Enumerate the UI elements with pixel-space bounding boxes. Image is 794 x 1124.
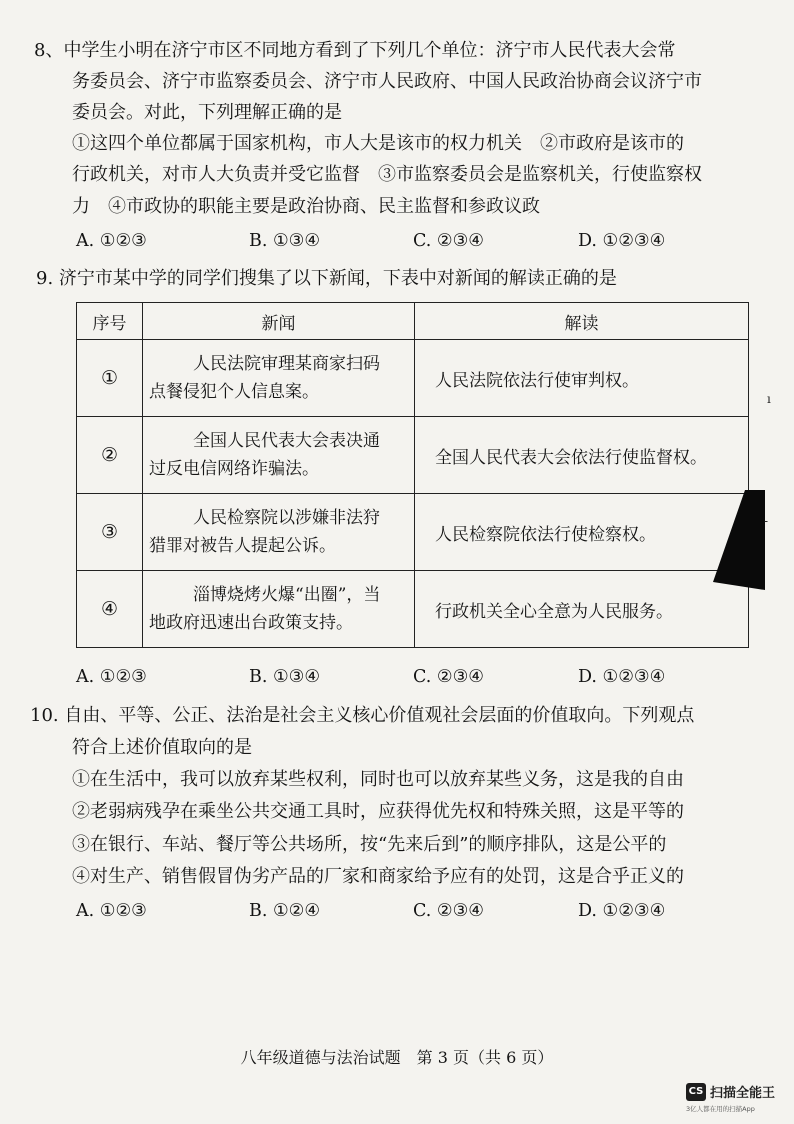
table-row bbox=[77, 340, 749, 417]
row-news bbox=[143, 571, 415, 648]
row-number: ② bbox=[77, 417, 143, 494]
q8-line-4: ①这四个单位都属于国家机构，市人大是该市的权力机关 ②市政府是该市的 bbox=[72, 133, 684, 154]
q8-option-c[interactable]: C. ②③④ bbox=[413, 231, 484, 251]
table-row bbox=[77, 494, 749, 571]
margin-mark: ı bbox=[767, 392, 771, 406]
q10-line-5: ③在银行、车站、餐厅等公共场所，按“先来后到”的顺序排队，这是公平的 bbox=[72, 834, 667, 855]
q10-line-3: ①在生活中，我可以放弃某些权利，同时也可以放弃某些义务，这是我的自由 bbox=[72, 769, 684, 790]
scan-shadow bbox=[705, 490, 765, 590]
table-row bbox=[77, 571, 749, 648]
news-text-1: 人民检察院以涉嫌非法狩 bbox=[193, 508, 380, 528]
q9-stem: 9. 济宁市某中学的同学们搜集了以下新闻，下表中对新闻的解读正确的是 bbox=[36, 268, 617, 289]
q8-line-3: 委员会。对此，下列理解正确的是 bbox=[72, 102, 342, 123]
q10-option-b[interactable]: B. ①②④ bbox=[249, 901, 321, 921]
margin-mark: - bbox=[764, 514, 769, 528]
news-text-1: 人民法院审理某商家扫码 bbox=[193, 354, 380, 374]
q8-option-b[interactable]: B. ①③④ bbox=[249, 231, 321, 251]
row-news bbox=[143, 494, 415, 571]
q10-line-2: 符合上述价值取向的是 bbox=[72, 737, 252, 758]
q10-line-1: 10. 自由、平等、公正、法治是社会主义核心价值观社会层面的价值取向。下列观点 bbox=[30, 705, 695, 726]
row-number: ③ bbox=[77, 494, 143, 571]
q8-line-6: 力 ④市政协的职能主要是政治协商、民主监督和参政议政 bbox=[72, 196, 540, 217]
row-interpretation: 全国人民代表大会依法行使监督权。 bbox=[415, 417, 749, 494]
q8-option-a[interactable]: A. ①②③ bbox=[76, 231, 147, 251]
row-number: ④ bbox=[77, 571, 143, 648]
table-row bbox=[77, 417, 749, 494]
q10-line-4: ②老弱病残孕在乘坐公共交通工具时，应获得优先权和特殊关照，这是平等的 bbox=[72, 801, 684, 822]
q10-line-6: ④对生产、销售假冒伪劣产品的厂家和商家给予应有的处罚，这是合乎正义的 bbox=[72, 866, 684, 887]
header-news: 新闻 bbox=[143, 303, 415, 340]
q8-line-5: 行政机关，对市人大负责并受它监督 ③市监察委员会是监察机关，行使监察权 bbox=[72, 164, 702, 185]
q10-option-c[interactable]: C. ②③④ bbox=[413, 901, 484, 921]
news-table bbox=[76, 302, 749, 648]
logo-name: 扫描全能王 bbox=[710, 1086, 776, 1101]
row-news bbox=[143, 417, 415, 494]
q9-option-c[interactable]: C. ②③④ bbox=[413, 667, 484, 687]
row-interpretation: 人民检察院依法行使检察权。 bbox=[415, 494, 749, 571]
q9-option-a[interactable]: A. ①②③ bbox=[76, 667, 147, 687]
row-interpretation: 行政机关全心全意为人民服务。 bbox=[415, 571, 749, 648]
q10-option-d[interactable]: D. ①②③④ bbox=[578, 901, 666, 921]
news-text-2: 地政府迅速出台政策支持。 bbox=[149, 613, 353, 633]
q9-option-b[interactable]: B. ①③④ bbox=[249, 667, 321, 687]
scanner-logo bbox=[686, 1080, 794, 1120]
news-text-1: 全国人民代表大会表决通 bbox=[193, 431, 380, 451]
row-news bbox=[143, 340, 415, 417]
header-interpretation: 解读 bbox=[415, 303, 749, 340]
news-text-2: 过反电信网络诈骗法。 bbox=[149, 459, 319, 479]
cs-logo-icon: CS bbox=[686, 1083, 706, 1101]
table-header-row bbox=[77, 303, 749, 340]
q9-option-d[interactable]: D. ①②③④ bbox=[578, 667, 666, 687]
logo-tagline: 3亿人都在用的扫描App bbox=[686, 1105, 755, 1113]
row-number: ① bbox=[77, 340, 143, 417]
header-number: 序号 bbox=[77, 303, 143, 340]
news-text-2: 点餐侵犯个人信息案。 bbox=[149, 382, 319, 402]
news-text-1: 淄博烧烤火爆“出圈”，当 bbox=[193, 585, 381, 605]
page-footer: 八年级道德与法治试题 第 3 页（共 6 页） bbox=[240, 1048, 554, 1067]
q10-option-a[interactable]: A. ①②③ bbox=[76, 901, 147, 921]
news-text-2: 猎罪对被告人提起公诉。 bbox=[149, 536, 336, 556]
q8-line-2: 务委员会、济宁市监察委员会、济宁市人民政府、中国人民政治协商会议济宁市 bbox=[72, 71, 702, 92]
q8-line-1: 8、中学生小明在济宁市区不同地方看到了下列几个单位：济宁市人民代表大会常 bbox=[34, 40, 676, 61]
row-interpretation: 人民法院依法行使审判权。 bbox=[415, 340, 749, 417]
q8-option-d[interactable]: D. ①②③④ bbox=[578, 231, 666, 251]
